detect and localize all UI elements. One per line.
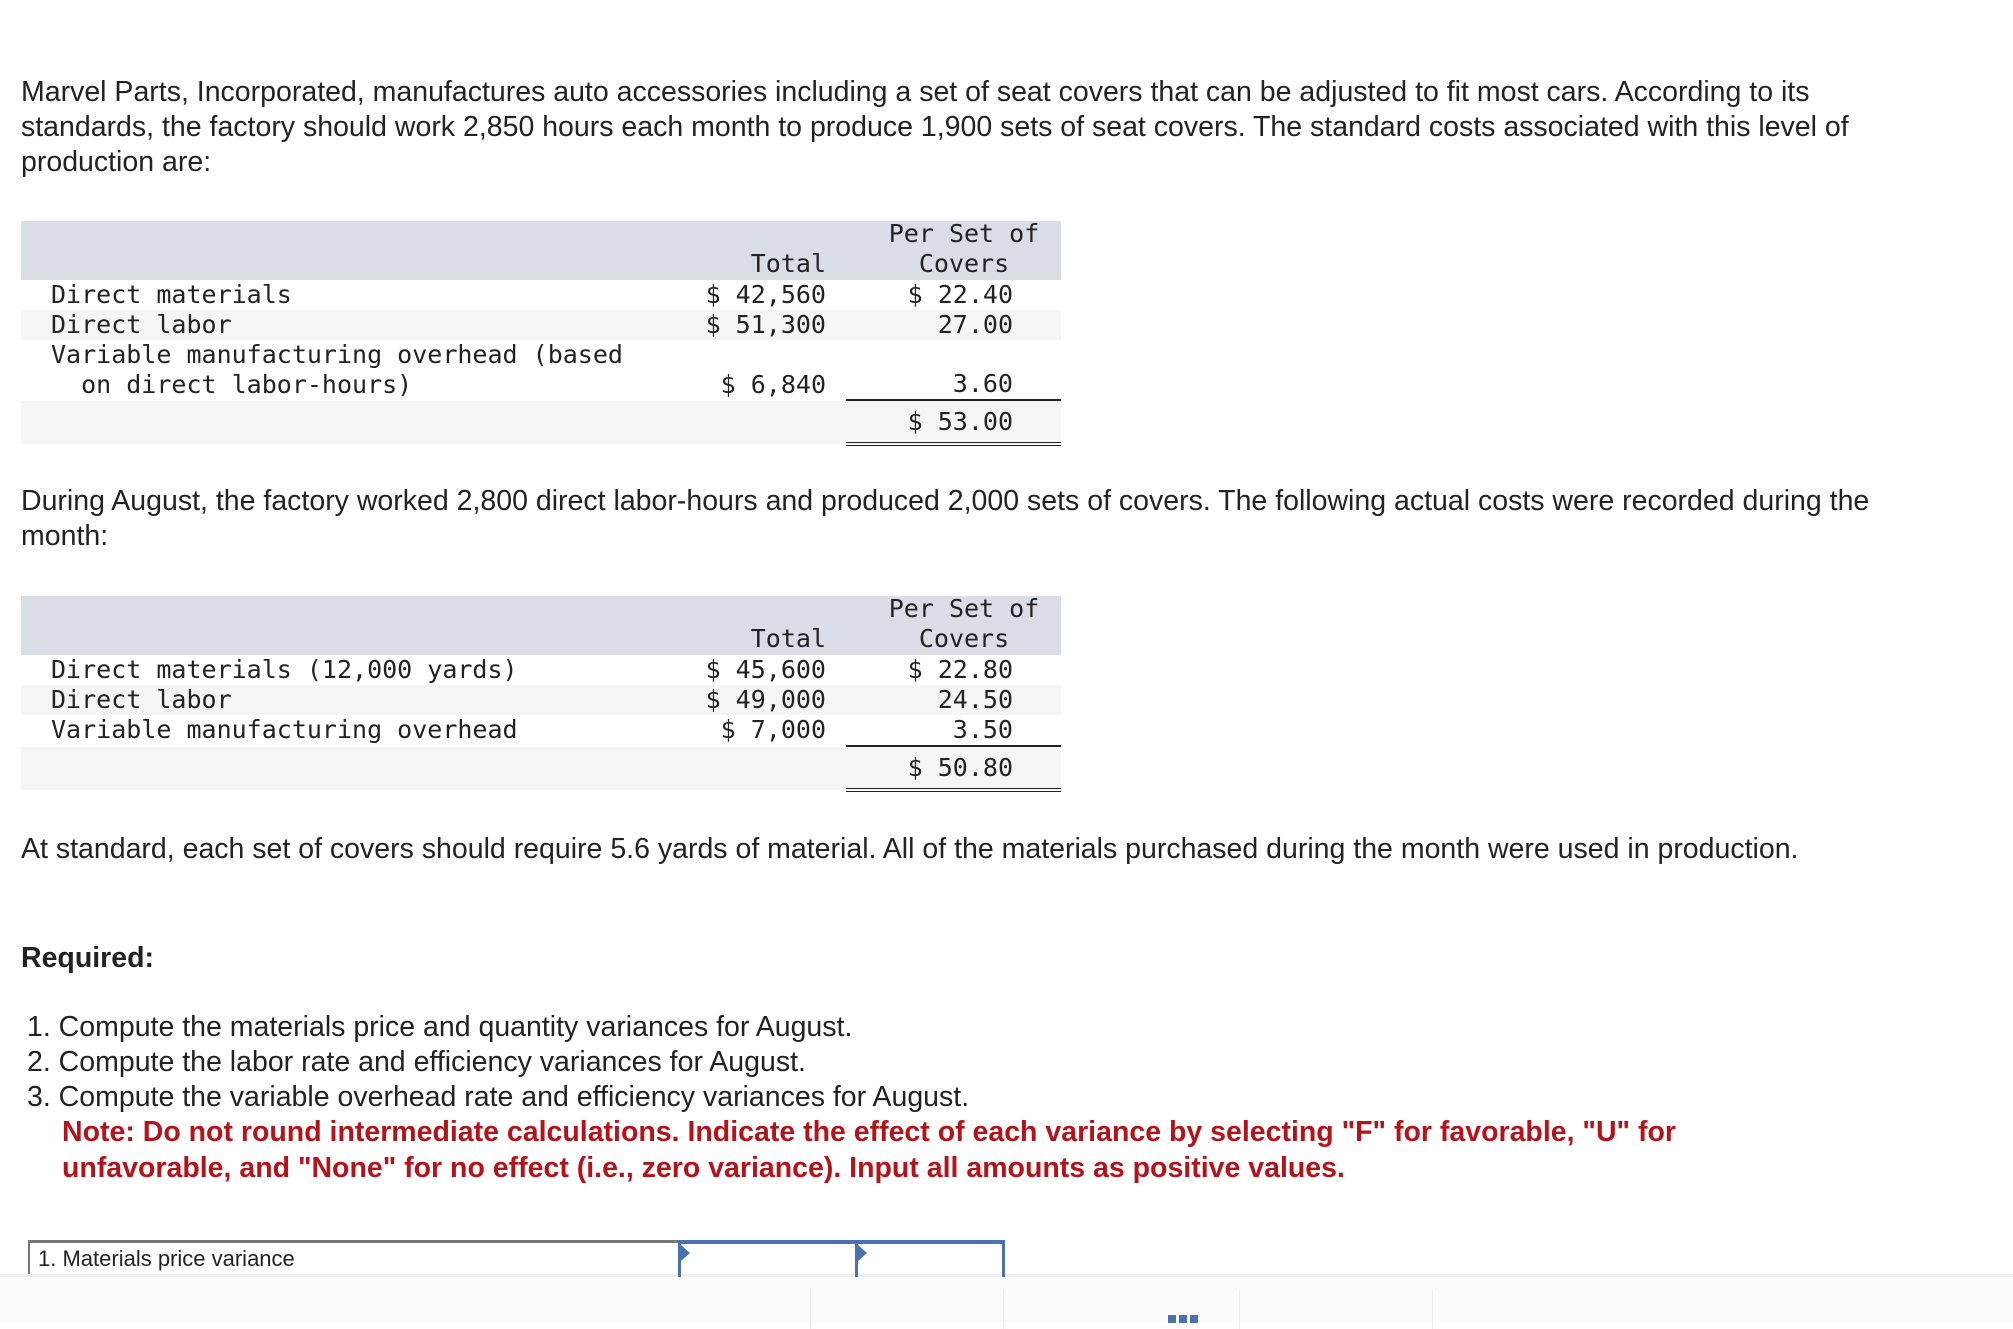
standard-note-text: At standard, each set of covers should require 5.6 yards of material. All of the materials purchased during the month were used in production.	[21, 833, 1799, 865]
header-total: Total	[750, 624, 826, 653]
table-header	[21, 596, 1061, 655]
required-item: 3. Compute the variable overhead rate and efficiency variances for August.	[27, 1081, 970, 1113]
row-total: $ 42,560	[705, 280, 826, 309]
row-total: $ 6,840	[720, 370, 826, 399]
table-row	[21, 340, 1061, 400]
double-underline	[846, 788, 1061, 792]
row-label: Direct materials (12,000 yards)	[51, 655, 518, 684]
row-per-set: 3.60	[952, 369, 1013, 398]
bottom-toolbar	[0, 1274, 2013, 1321]
table-row	[21, 655, 1061, 685]
total-row	[21, 747, 1061, 790]
grid-menu-icon[interactable]	[1168, 1315, 1198, 1323]
august-text: During August, the factory worked 2,800 direct labor-hours and produced 2,000 sets of covers. The following actual costs were recorded during the month:	[21, 485, 1870, 552]
grand-total: $ 53.00	[907, 407, 1013, 436]
dropdown-indicator-icon	[858, 1245, 867, 1261]
answer-row-label: 1. Materials price variance	[38, 1246, 295, 1271]
row-label: Variable manufacturing overhead (based	[51, 340, 623, 369]
intro-text: Marvel Parts, Incorporated, manufactures auto accessories including a set of seat covers that can be adjusted to fit most cars. According to its standards, the factory should work 2,850 hours each month to produce 1,900 sets of seat covers. The standard costs associated with this level of production are:	[21, 76, 1849, 178]
answer-table	[28, 1240, 1004, 1274]
standard-cost-table	[21, 221, 1061, 444]
effect-select[interactable]	[855, 1240, 1005, 1277]
header-per-set-line1: Per Set of	[888, 594, 1040, 623]
table-row	[21, 715, 1061, 745]
actual-cost-table	[21, 596, 1061, 796]
required-heading: Required:	[21, 942, 155, 974]
dropdown-indicator-icon	[681, 1245, 690, 1261]
row-total: $ 49,000	[705, 685, 826, 714]
row-label: Direct labor	[51, 685, 232, 714]
header-per-set-line1: Per Set of	[888, 219, 1040, 248]
instruction-note: Note: Do not round intermediate calculations. Indicate the effect of each variance by selecting "F" for favorable, "U" for unfavorable, and "None" for no effect (i.e., zero variance). Input all amounts as positive values.	[62, 1116, 1676, 1184]
row-per-set: $ 22.40	[907, 280, 1013, 309]
row-per-set: 27.00	[937, 310, 1013, 339]
divider	[1003, 1289, 1004, 1329]
row-total: $ 51,300	[705, 310, 826, 339]
row-total: $ 45,600	[705, 655, 826, 684]
row-total: $ 7,000	[720, 715, 826, 744]
total-row	[21, 401, 1061, 444]
grand-total: $ 50.80	[907, 753, 1013, 782]
divider	[1239, 1289, 1240, 1329]
header-per-set-line2: Covers	[918, 249, 1010, 278]
amount-input[interactable]	[678, 1240, 856, 1277]
table-row	[21, 310, 1061, 340]
row-label: Direct materials	[51, 280, 292, 309]
row-label: Direct labor	[51, 310, 232, 339]
header-per-set	[867, 594, 1061, 654]
divider	[810, 1289, 811, 1329]
required-item: 2. Compute the labor rate and efficiency variances for August.	[27, 1046, 806, 1078]
table-header	[21, 221, 1061, 280]
table-row	[21, 685, 1061, 715]
row-per-set: $ 22.80	[907, 655, 1013, 684]
header-per-set	[867, 219, 1061, 279]
row-per-set: 3.50	[952, 715, 1013, 744]
divider	[1432, 1289, 1433, 1329]
double-underline	[846, 442, 1061, 446]
row-label-cont: on direct labor-hours)	[51, 370, 413, 399]
required-item: 1. Compute the materials price and quantity variances for August.	[27, 1011, 853, 1043]
header-per-set-line2: Covers	[918, 624, 1010, 653]
header-total: Total	[750, 249, 826, 278]
row-per-set: 24.50	[937, 685, 1013, 714]
row-label: Variable manufacturing overhead	[51, 715, 518, 744]
table-row	[21, 280, 1061, 310]
